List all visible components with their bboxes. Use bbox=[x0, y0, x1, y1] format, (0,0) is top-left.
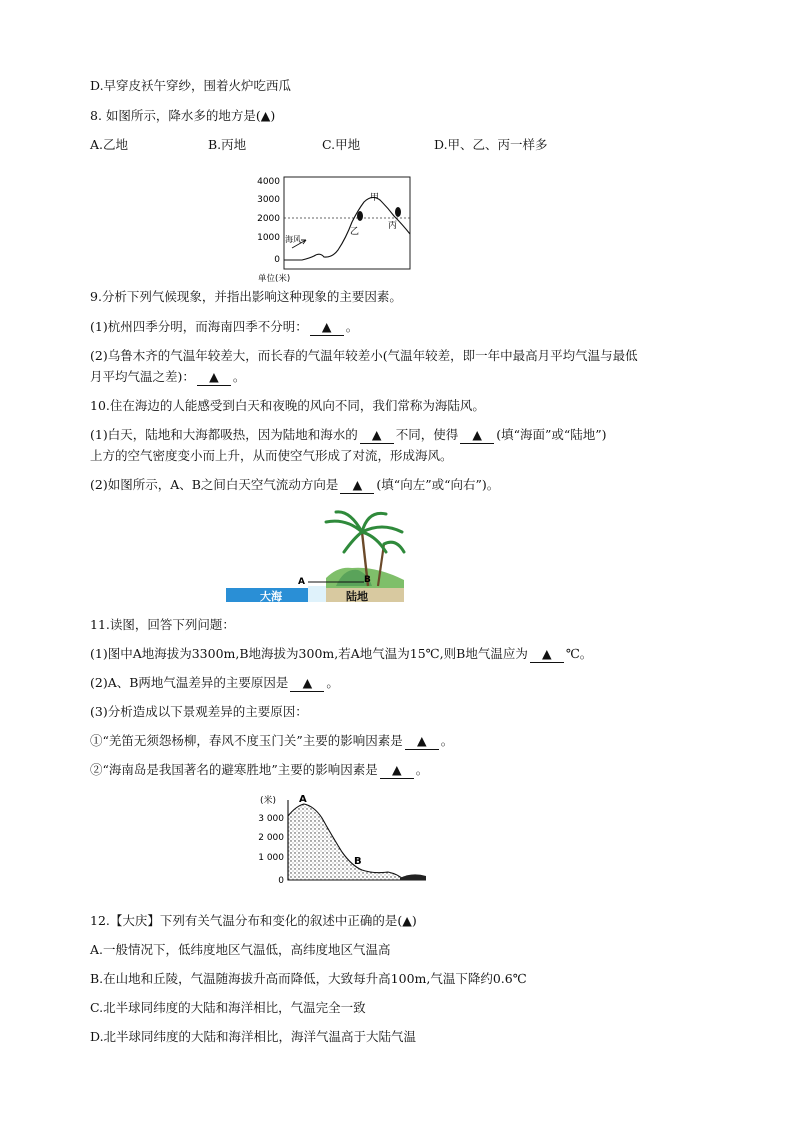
q8-tick-3000: 3000 bbox=[257, 195, 280, 205]
q8-terrain-figure bbox=[252, 172, 422, 284]
q11-circle1 bbox=[90, 733, 453, 750]
q11-part2 bbox=[90, 675, 339, 692]
q11-c2-a: ②“海南岛是我国著名的避寒胜地”主要的影响因素是 bbox=[90, 762, 378, 777]
q7-option-d: D.早穿皮袄午穿纱，围着火炉吃西瓜 bbox=[90, 78, 292, 93]
q8-tick-2000: 2000 bbox=[257, 214, 280, 224]
q8-tick-0: 0 bbox=[274, 255, 280, 265]
q10-part2 bbox=[90, 477, 499, 494]
q11-label-a: A bbox=[299, 794, 307, 805]
q11-blank-3[interactable]: ▲ bbox=[405, 733, 439, 750]
q12-option-c: C.北半球同纬度的大陆和海洋相比，气温完全一致 bbox=[90, 1000, 366, 1015]
q11-unit-label: (米) bbox=[260, 796, 277, 806]
q10-stem: 10.住在海边的人能感受到白天和夜晚的风向不同，我们常称为海陆风。 bbox=[90, 398, 485, 413]
q9-stem: 9.分析下列气候现象，并指出影响这种现象的主要因素。 bbox=[90, 289, 402, 304]
q10-sea-land-figure bbox=[226, 508, 406, 604]
q8-stem: 8. 如图所示，降水多的地方是(▲) bbox=[90, 108, 276, 123]
q10-label-land: 陆地 bbox=[346, 590, 368, 603]
q11-c1-b: 。 bbox=[440, 733, 454, 748]
q8-option-c: C.甲地 bbox=[322, 137, 361, 152]
q9-part1 bbox=[90, 319, 358, 336]
q11-c1-a: ①“羌笛无须怨杨柳，春风不度玉门关”主要的影响因素是 bbox=[90, 733, 403, 748]
q11-label-b: B bbox=[354, 856, 362, 867]
q10-p1-a: (1)白天，陆地和大海都吸热，因为陆地和海水的 bbox=[90, 427, 358, 442]
q11-tick-3000: 3 000 bbox=[258, 814, 284, 824]
q10-blank-3[interactable]: ▲ bbox=[340, 477, 374, 494]
q8-unit-label: 单位(米) bbox=[258, 274, 291, 284]
q10-p1-c: (填“海面”或“陆地”) bbox=[496, 427, 607, 442]
q11-blank-4[interactable]: ▲ bbox=[380, 762, 414, 779]
q11-tick-0: 0 bbox=[278, 876, 284, 886]
q11-c2-b: 。 bbox=[415, 762, 429, 777]
q11-mountain-figure bbox=[250, 792, 432, 888]
q9-part2-line2 bbox=[90, 369, 245, 386]
q12-option-d: D.北半球同纬度的大陆和海洋相比，海洋气温高于大陆气温 bbox=[90, 1029, 417, 1044]
q9-part2-text: 月平均气温之差)： bbox=[90, 369, 195, 384]
q11-tick-2000: 2 000 bbox=[258, 833, 284, 843]
q9-part1-text: (1)杭州四季分明，而海南四季不分明： bbox=[90, 319, 308, 334]
q11-stem: 11.读图，回答下列问题： bbox=[90, 617, 235, 632]
q8-option-a: A.乙地 bbox=[90, 137, 129, 152]
q8-raincloud-bing-icon bbox=[395, 207, 401, 217]
q11-sea bbox=[400, 874, 426, 880]
q11-p2-b: 。 bbox=[326, 675, 339, 690]
q9-part2-end: 。 bbox=[232, 369, 246, 384]
q11-part3: (3)分析造成以下景观差异的主要原因： bbox=[90, 704, 308, 719]
q9-blank-1[interactable]: ▲ bbox=[310, 319, 344, 336]
q11-blank-1[interactable]: ▲ bbox=[530, 646, 564, 663]
q9-part1-end: 。 bbox=[345, 319, 359, 334]
q10-p2-b: (填“向左”或“向右”)。 bbox=[376, 477, 500, 492]
q10-p1-b: 不同，使得 bbox=[395, 427, 459, 442]
q9-blank-2[interactable]: ▲ bbox=[197, 369, 231, 386]
q11-p2-a: (2)A、B两地气温差异的主要原因是 bbox=[90, 675, 289, 690]
q11-p1-b: ℃。 bbox=[565, 646, 593, 661]
q10-part1-line2: 上方的空气密度变小而上升，从而使空气形成了对流，形成海风。 bbox=[90, 448, 453, 463]
q8-label-yi: 乙 bbox=[350, 227, 360, 237]
q8-option-d: D.甲、乙、丙一样多 bbox=[434, 137, 548, 152]
q11-part1 bbox=[90, 646, 592, 663]
q8-label-wind: 海风 bbox=[285, 235, 301, 244]
q10-label-b: B bbox=[364, 575, 371, 585]
q10-p2-a: (2)如图所示，A、B之间白天空气流动方向是 bbox=[90, 477, 339, 492]
q8-option-b: B.丙地 bbox=[208, 137, 247, 152]
q10-blank-1[interactable]: ▲ bbox=[360, 427, 394, 444]
q8-label-jia: 甲 bbox=[370, 193, 380, 203]
q11-mountain-profile bbox=[288, 804, 404, 880]
q9-part2-line1: (2)乌鲁木齐的气温年较差大，而长春的气温年较差小(气温年较差，即一年中最高月平均气温与最低 bbox=[90, 348, 638, 363]
q10-part1-line1 bbox=[90, 427, 607, 444]
q11-circle2 bbox=[90, 762, 428, 779]
q10-palm-fronds bbox=[326, 512, 404, 552]
q12-option-a: A.一般情况下，低纬度地区气温低，高纬度地区气温高 bbox=[90, 942, 391, 957]
q8-tick-1000: 1000 bbox=[257, 233, 280, 243]
q11-p1-a: (1)图中A地海拔为3300m,B地海拔为300m,若A地气温为15℃,则B地气温应为 bbox=[90, 646, 528, 661]
q8-label-bing: 丙 bbox=[388, 221, 398, 231]
q12-option-b: B.在山地和丘陵，气温随海拔升高而降低，大致每升高100m,气温下降约0.6℃ bbox=[90, 971, 527, 986]
q11-tick-1000: 1 000 bbox=[258, 853, 284, 863]
q8-raincloud-yi-icon bbox=[357, 211, 363, 221]
q10-label-sea: 大海 bbox=[260, 590, 282, 603]
q10-blank-2[interactable]: ▲ bbox=[460, 427, 494, 444]
q11-blank-2[interactable]: ▲ bbox=[290, 675, 324, 692]
q12-stem: 12.【大庆】下列有关气温分布和变化的叙述中正确的是(▲) bbox=[90, 913, 417, 928]
q10-label-a: A bbox=[298, 577, 305, 587]
q8-tick-4000: 4000 bbox=[257, 177, 280, 187]
